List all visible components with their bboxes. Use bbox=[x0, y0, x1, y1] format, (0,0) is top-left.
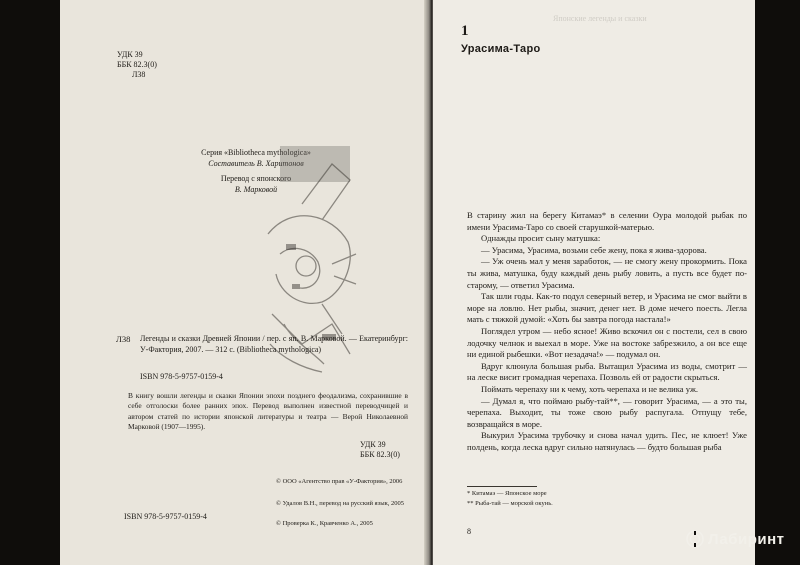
story-paragraph: Выкурил Урасима трубочку и снова начал удить. Пес, не клюет! Уже полдень, когда леска вдруг сильно натянулась — будто большая рыба bbox=[467, 430, 747, 452]
running-header-showthrough: Японские легенды и сказки bbox=[553, 14, 647, 23]
footnote-2: ** Рыба-тай — морской окунь. bbox=[467, 500, 553, 507]
bbk-top: ББК 82.3(0) bbox=[117, 60, 157, 69]
catalog-entry: Легенды и сказки Древней Японии / пер. с яп. В. Марковой. — Екатеринбург: У-Фактория, 2007. — 312 с. (Bibliotheca mythologica) bbox=[140, 334, 408, 354]
translator-line: В. Марковой bbox=[234, 185, 278, 194]
footnote-rule bbox=[467, 486, 537, 487]
translation-line: Перевод с японского bbox=[220, 174, 292, 183]
chapter-title: Урасима-Таро bbox=[461, 43, 541, 55]
isbn-mid: ISBN 978-5-9757-0159-4 bbox=[140, 372, 223, 381]
chapter-number: 1 bbox=[461, 23, 469, 39]
annotation: В книгу вошли легенды и сказки Японии эпохи позднего феодализма, сохранившие в себе отголоски более ранних эпох. Перевод выполнен известной переводчицей и автором статей по истории японской литературы и театра — Верой Николаевной Марковой (1907—1995). bbox=[128, 391, 408, 432]
copyright-2: © Удалов В.Н., перевод на русский язык, 2005 bbox=[276, 500, 404, 507]
story-paragraph: Так шли годы. Как-то подул северный ветер, и Урасима не смог выйти в море на ловлю. Нет рыбы, значит, денег нет. В доме нечего поесть. Легла мать с тяжкой думой: «Хоть бы завтра погода настала!» bbox=[467, 291, 747, 325]
catalog-code: Л38 bbox=[116, 334, 131, 344]
story-paragraph: Поглядел утром — небо ясное! Живо вскочил он с постели, сел в свою лодочку челнок и выехал в море. Уже на востоке забрезжило, а он все еще ни единой рыбешки. «Вот незадача!» — подумал он. bbox=[467, 325, 747, 360]
story-paragraph: Вдруг клюнула большая рыба. Вытащил Урасима из воды, смотрит — на леске висит громадная черепаха. Позволь ей от радости скрыться. bbox=[467, 360, 747, 383]
udk-bottom: УДК 39 bbox=[360, 440, 386, 449]
code-top: Л38 bbox=[132, 70, 146, 79]
compiler-line: Составитель В. Харитонов bbox=[208, 159, 304, 168]
story-paragraph: — Уж очень мал у меня заработок, — не смогу жену прокормить. Пока ты жива, матушка, буду каждый день рыбу ловить, а пусть все будет по-старому, — ответил Урасима. bbox=[467, 256, 747, 290]
story-text bbox=[467, 210, 747, 453]
bbk-bottom: ББК 82.3(0) bbox=[360, 450, 400, 459]
isbn-bottom: ISBN 978-5-9757-0159-4 bbox=[124, 512, 207, 521]
page-number: 8 bbox=[467, 527, 471, 536]
story-paragraph: — Урасима, Урасима, возьми себе жену, пока я жива-здорова. bbox=[481, 244, 707, 255]
watermark-logo bbox=[686, 530, 785, 548]
watermark-brand: Лабиринт bbox=[708, 530, 785, 548]
left-page bbox=[60, 0, 428, 565]
copyright-1: © ООО «Агентство прав «У-Фактория», 2006 bbox=[276, 478, 403, 485]
series-line: Серия «Bibliotheca mythologica» bbox=[201, 148, 311, 157]
udk-top: УДК 39 bbox=[117, 50, 143, 59]
story-paragraph: — Думал я, что поймаю рыбу-тай**, — говорит Урасима, — а это ты, черепаха. Выходит, ты тоже свою рыбу распугала. Отпущу тебе, возвращайся в море. bbox=[467, 395, 747, 429]
story-paragraph: В старину жил на берегу Китамаэ* в селении Оура молодой рыбак по имени Урасима-Таро со своей старушкой-матерью. bbox=[467, 210, 747, 232]
story-paragraph: Поймать черепаху ни к чему, хоть черепаха и не велика уж. bbox=[481, 383, 699, 394]
story-paragraph: Однажды просит сыну матушка: bbox=[481, 233, 601, 244]
copyright-3: © Проверка К., Кравченко А., 2005 bbox=[276, 520, 373, 527]
footnote-1: * Китамаэ — Японское море bbox=[467, 490, 547, 497]
labyrinth-icon bbox=[686, 530, 704, 548]
right-page bbox=[433, 0, 755, 565]
